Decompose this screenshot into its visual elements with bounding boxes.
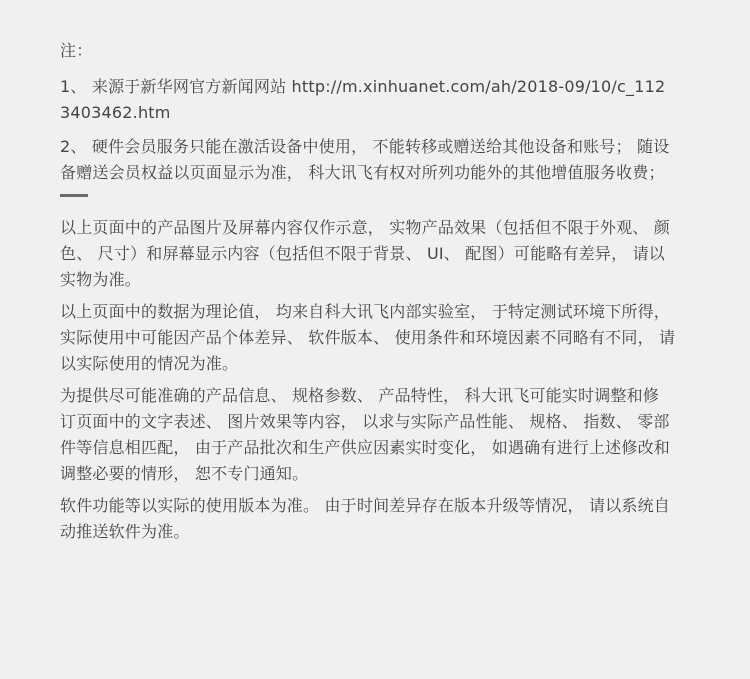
adjustment-note-line: 订页面中的文字表述、 图片效果等内容， 以求与实际产品性能、 规格、 指数、 零部 xyxy=(60,412,670,431)
source-note xyxy=(60,74,710,126)
disclaimer-line: 色、 尺寸）和屏幕显示内容（包括但不限于背景、 UI、 配图）可能略有差异， 请以 xyxy=(60,244,665,263)
disclaimer-line: 实物为准。 xyxy=(60,270,142,289)
section-divider xyxy=(60,194,88,197)
data-note-paragraph xyxy=(60,299,710,377)
data-note-line: 实际使用中可能因产品个体差异、 软件版本、 使用条件和环境因素不同略有不同， 请 xyxy=(60,328,676,347)
service-note xyxy=(60,134,710,186)
data-note-line: 以上页面中的数据为理论值， 均来自科大讯飞内部实验室， 于特定测试环境下所得， xyxy=(60,302,670,321)
service-note-line: 2、 硬件会员服务只能在激活设备中使用， 不能转移或赠送给其他设备和账号； 随设 xyxy=(60,137,670,156)
software-note-line: 软件功能等以实际的使用版本为准。 由于时间差异存在版本升级等情况， 请以系统自 xyxy=(60,496,670,515)
disclaimer-line: 以上页面中的产品图片及屏幕内容仅作示意， 实物产品效果（包括但不限于外观、 颜 xyxy=(60,218,670,237)
adjustment-note-line: 调整必要的情形， 恕不专门通知。 xyxy=(60,464,309,483)
source-note-line: 1、 来源于新华网官方新闻网站 http://m.xinhuanet.com/ah/2018-09/10/c_112 xyxy=(60,77,666,96)
adjustment-note-paragraph xyxy=(60,383,710,487)
software-note-line: 动推送软件为准。 xyxy=(60,522,190,541)
adjustment-note-line: 件等信息相匹配， 由于产品批次和生产供应因素实时变化， 如遇确有进行上述修改和 xyxy=(60,438,670,457)
source-note-line: 3403462.htm xyxy=(60,103,171,122)
notes-title: 注： xyxy=(60,41,93,60)
software-note-paragraph xyxy=(60,493,710,545)
data-note-line: 以实际使用的情况为准。 xyxy=(60,354,239,373)
adjustment-note-line: 为提供尽可能准确的产品信息、 规格参数、 产品特性， 科大讯飞可能实时调整和修 xyxy=(60,386,660,405)
disclaimer-paragraph xyxy=(60,215,710,293)
notes-section xyxy=(60,38,710,551)
service-note-line: 备赠送会员权益以页面显示为准， 科大讯飞有权对所列功能外的其他增值服务收费； xyxy=(60,163,665,182)
